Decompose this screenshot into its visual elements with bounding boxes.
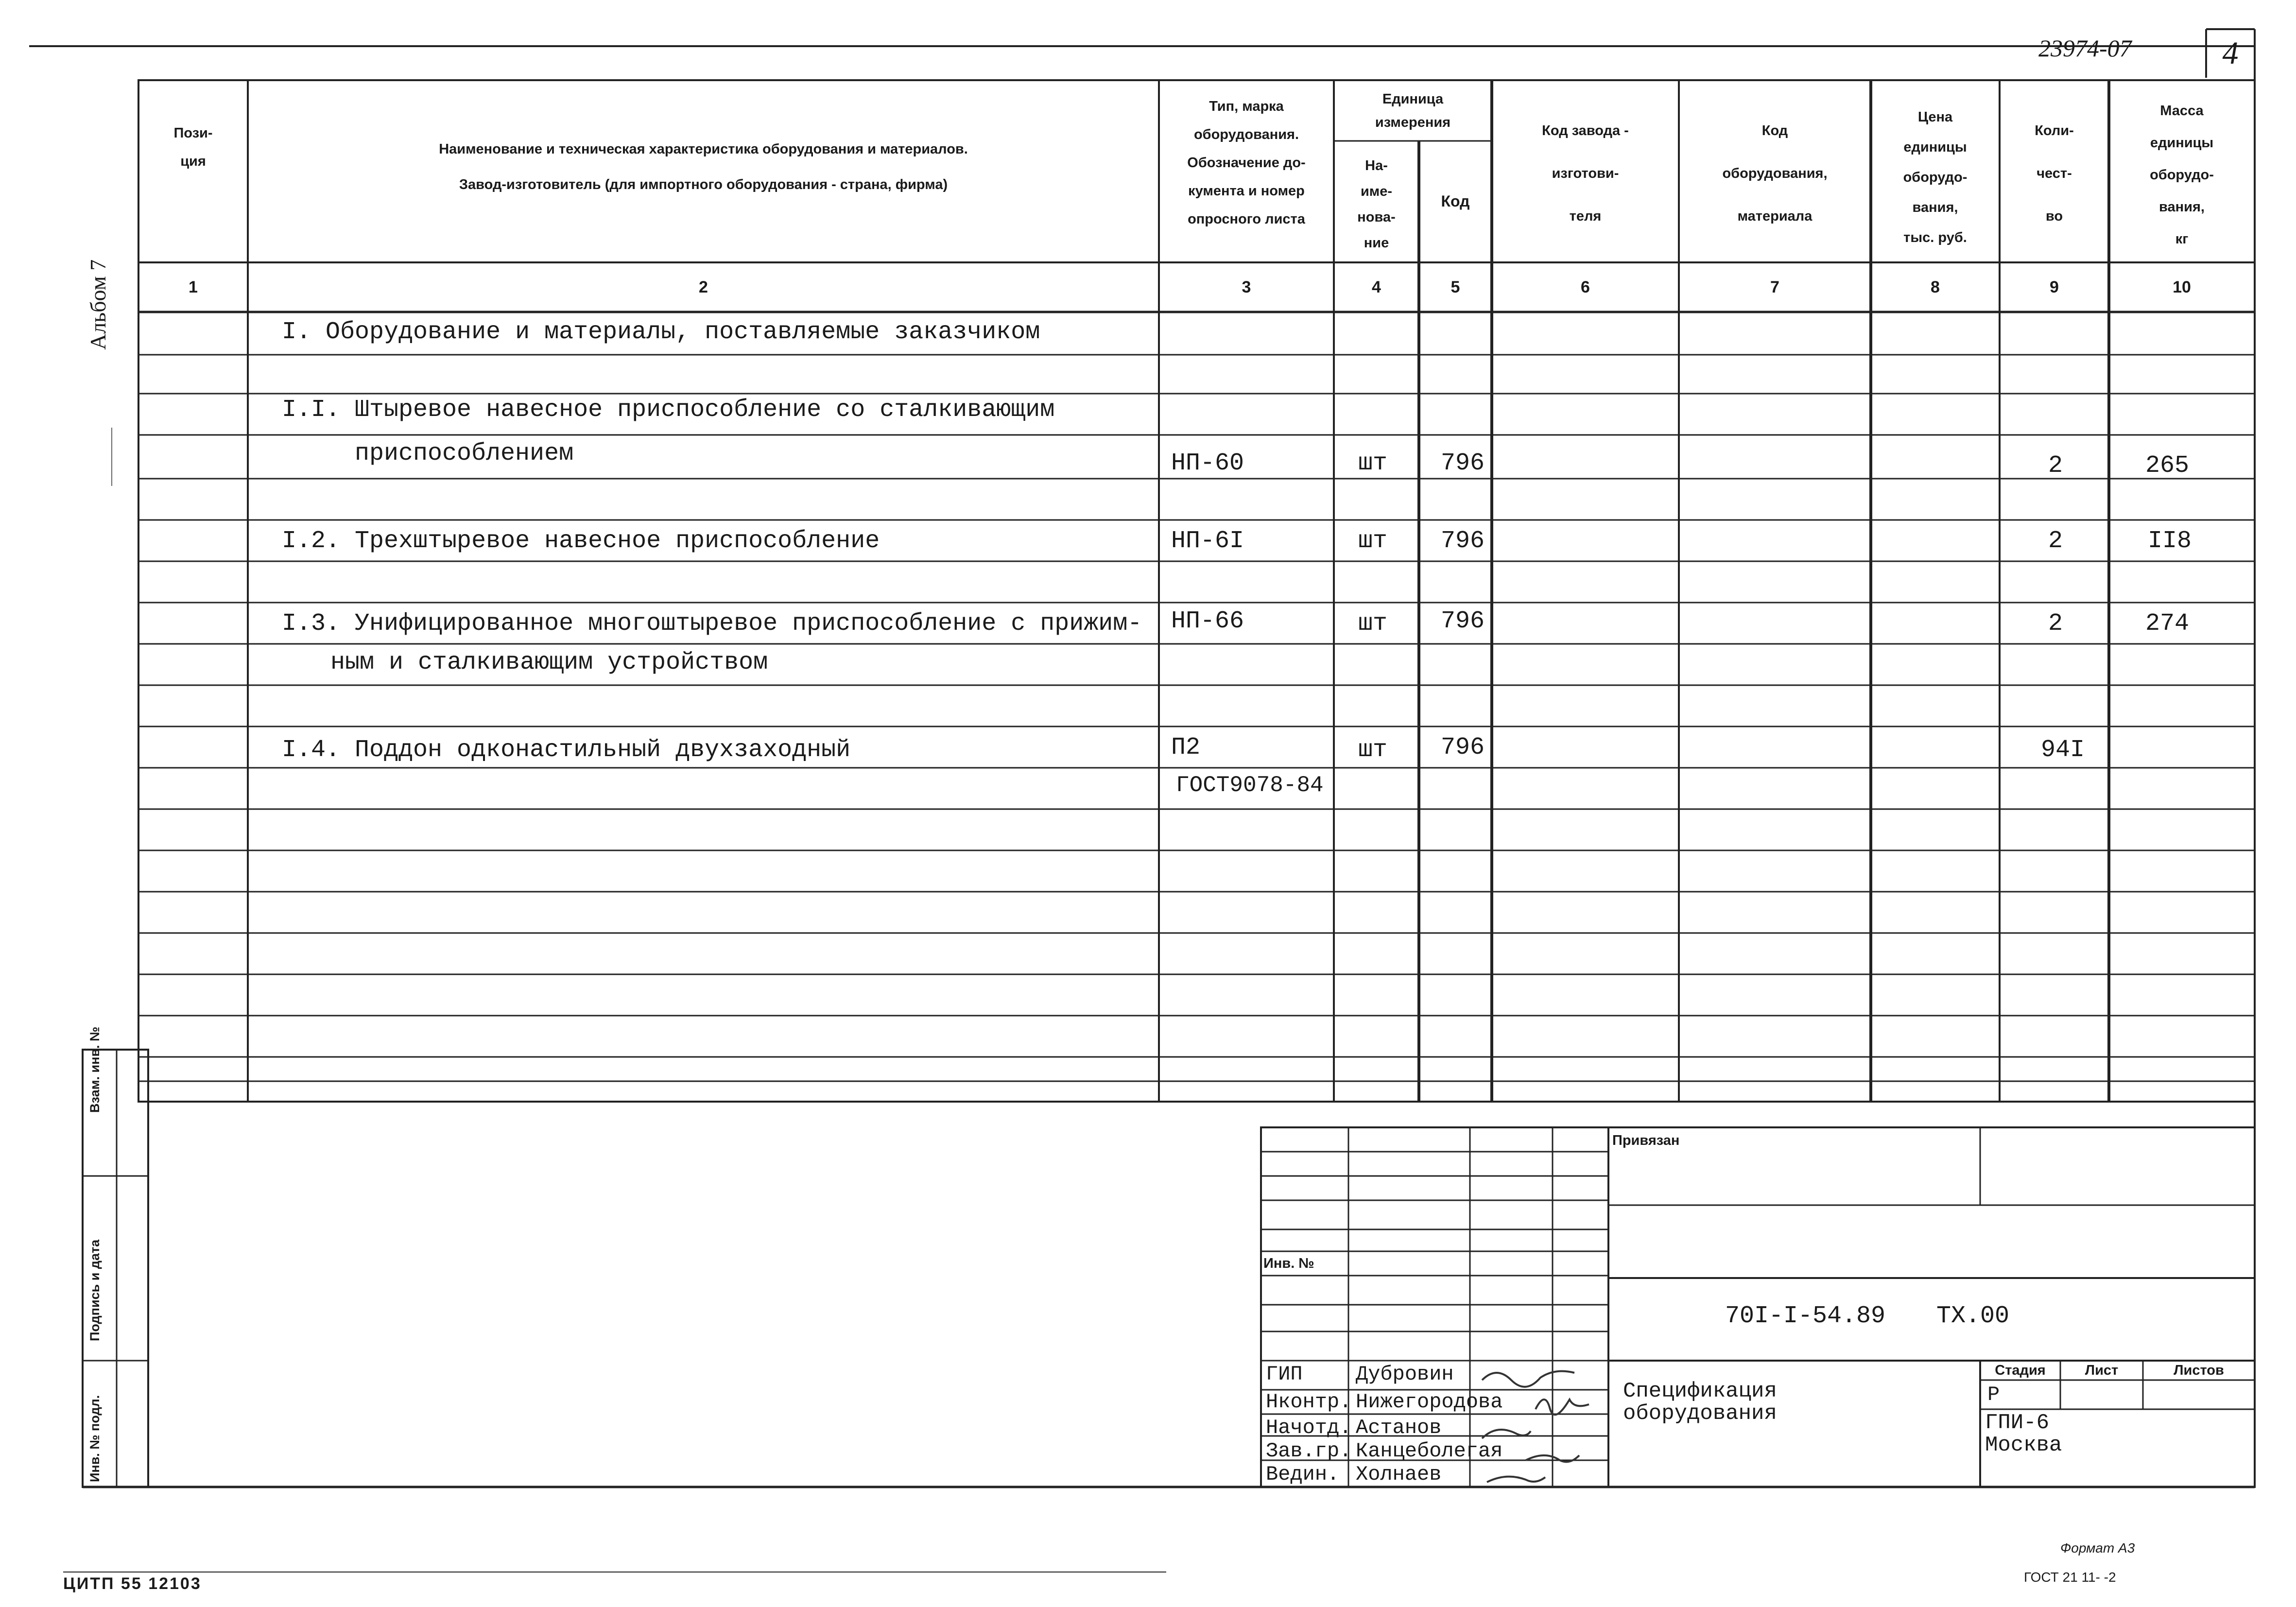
- tb-doc-code: 70I-I-54.89: [1725, 1302, 1886, 1330]
- row-2-type: НП-6I: [1171, 527, 1244, 555]
- row-1-type: НП-60: [1171, 449, 1244, 477]
- tb-name-zavgr: Канцеболегая: [1356, 1439, 1503, 1463]
- row-3-mass: 274: [2145, 610, 2190, 638]
- row-4-code: 796: [1441, 734, 1485, 761]
- row-1-unit: шт: [1358, 449, 1388, 477]
- tb-role-zavgr: Зав.гр.: [1266, 1439, 1352, 1463]
- header-equipment-code: Код оборудования, материала: [1722, 123, 1828, 224]
- signature-nachotd: [1482, 1430, 1531, 1438]
- row-3-name: I.3. Унифицированное многоштыревое приспособление с прижим-: [282, 610, 1142, 638]
- album-label: Альбом 7: [86, 259, 110, 350]
- tb-name-gip: Дубровин: [1356, 1363, 1454, 1386]
- row-4-qty: 94I: [2041, 736, 2085, 764]
- tb-role-nachotd: Начотд.: [1266, 1416, 1352, 1439]
- footer-stamp: ЦИТП 55 12103: [63, 1574, 202, 1593]
- row-3-name-cont: ным и сталкивающим устройством: [330, 649, 768, 676]
- tb-sheets-header: Листов: [2174, 1363, 2224, 1378]
- row-4-name: I.4. Поддон одконастильный двухзаходный: [282, 736, 851, 764]
- tb-sheet-header: Лист: [2085, 1363, 2119, 1378]
- section-heading: I. Оборудование и материалы, поставляемые заказчиком: [282, 318, 1040, 346]
- header-quantity: Коли- чест- во: [2035, 123, 2074, 224]
- row-3-type: НП-66: [1171, 607, 1244, 635]
- tb-stage-header: Стадия: [1995, 1363, 2046, 1378]
- row-2-mass: II8: [2148, 527, 2192, 555]
- header-manufacturer-code: Код завода - изготови- теля: [1542, 123, 1629, 224]
- row-1-code: 796: [1441, 449, 1485, 477]
- tb-name-nachotd: Астанов: [1356, 1416, 1442, 1439]
- row-4-unit: шт: [1358, 736, 1388, 764]
- header-position: Пози- ция: [173, 125, 213, 169]
- tb-organization: ГПИ-6 Москва: [1985, 1411, 2062, 1457]
- row-4-standard: ГОСТ9078-84: [1176, 773, 1324, 798]
- stamp-inv-orig: Инв. № подл.: [87, 1395, 102, 1482]
- row-2-unit: шт: [1358, 527, 1388, 555]
- row-1-mass: 265: [2145, 452, 2190, 480]
- colnum-1: 1: [189, 278, 198, 296]
- drawing-code: 23974-07: [2038, 35, 2132, 62]
- colnum-7: 7: [1770, 278, 1779, 296]
- colnum-10: 10: [2173, 278, 2191, 296]
- colnum-2: 2: [699, 278, 708, 296]
- header-price: Цена единицы оборудо- вания, тыс. руб.: [1903, 109, 1968, 245]
- stamp-sign-date: Подпись и дата: [87, 1239, 102, 1341]
- row-2-code: 796: [1441, 527, 1485, 555]
- tb-privyazan: Привязан: [1612, 1133, 1680, 1148]
- tb-role-gip: ГИП: [1266, 1363, 1303, 1386]
- signature-nkontr: [1536, 1400, 1589, 1415]
- colnum-6: 6: [1581, 278, 1590, 296]
- tb-role-vedin: Ведин.: [1266, 1463, 1340, 1486]
- header-mass: Масса единицы оборудо- вания, кг: [2150, 103, 2214, 247]
- tb-name-nkontr: Нижегородова: [1356, 1390, 1503, 1414]
- signature-vedin: [1487, 1477, 1545, 1482]
- tb-doc-title: Спецификация оборудования: [1623, 1379, 1777, 1426]
- row-4-type: П2: [1171, 734, 1201, 761]
- signature-zavgr: [1526, 1455, 1579, 1462]
- row-2-qty: 2: [2048, 527, 2063, 555]
- tb-inv-no: Инв. №: [1263, 1256, 1314, 1271]
- footer-gost: ГОСТ 21 11- -2: [2024, 1570, 2116, 1585]
- header-type: Тип, марка оборудования. Обозначение до- кумента и номер опросного листа: [1187, 99, 1306, 227]
- colnum-9: 9: [2050, 278, 2059, 296]
- sheet-number: 4: [2222, 35, 2239, 71]
- header-unit-group: Единица измерения: [1375, 91, 1451, 130]
- header-unit-name: На- име- нова- ние: [1357, 158, 1396, 251]
- row-3-unit: шт: [1358, 610, 1388, 638]
- tb-stage-value: Р: [1987, 1383, 2000, 1406]
- row-3-qty: 2: [2048, 610, 2063, 638]
- tb-roles: [1266, 1361, 1351, 1486]
- signature-gip: [1482, 1371, 1574, 1387]
- row-2-name: I.2. Трехштыревое навесное приспособление: [282, 527, 880, 555]
- footer-format: Формат А3: [2060, 1540, 2135, 1555]
- colnum-4: 4: [1372, 278, 1381, 296]
- tb-role-nkontr: Нконтр.: [1266, 1390, 1352, 1414]
- row-1-name: I.I. Штыревое навесное приспособление со сталкивающим: [282, 396, 1055, 424]
- row-1-qty: 2: [2048, 452, 2063, 480]
- header-unit-code: Код: [1441, 192, 1470, 210]
- tb-doc-mark: ТХ.00: [1936, 1302, 2010, 1330]
- colnum-8: 8: [1931, 278, 1940, 296]
- row-1-name-cont: приспособлением: [355, 440, 574, 467]
- header-name: Наименование и техническая характеристика оборудования и материалов. Завод-изготовитель (для импортного оборудования - страна, фирма): [439, 141, 968, 192]
- stamp-vzam-inv: Взам. инв. №: [87, 1026, 102, 1113]
- tb-name-vedin: Холнаев: [1356, 1463, 1442, 1486]
- colnum-3: 3: [1242, 278, 1251, 296]
- signatures: [1472, 1361, 1613, 1487]
- colnum-5: 5: [1450, 278, 1460, 296]
- row-3-code: 796: [1441, 607, 1485, 635]
